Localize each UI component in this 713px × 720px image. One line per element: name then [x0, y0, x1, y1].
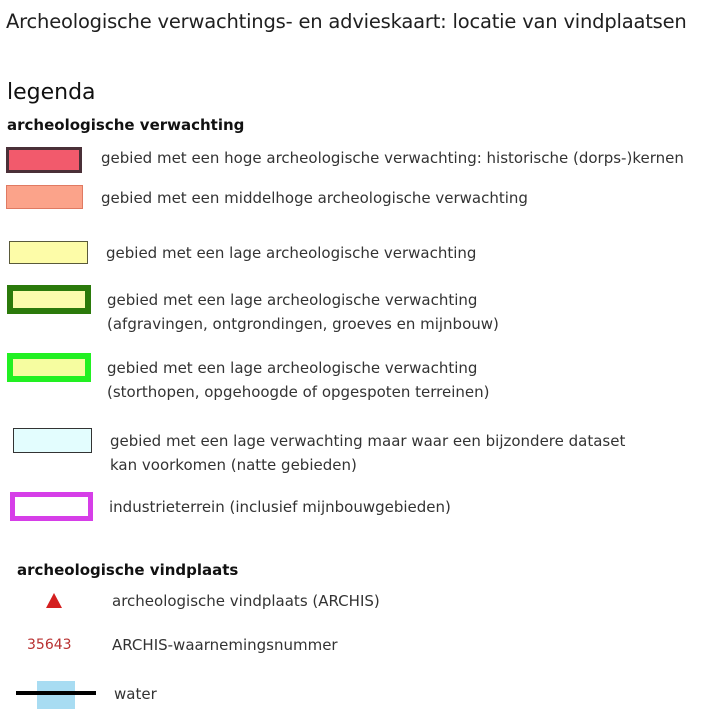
- label-low-raised-note: (storthopen, opgehoogde of opgespoten terreinen): [107, 383, 490, 401]
- label-low-expectation: gebied met een lage archeologische verwachting: [106, 244, 477, 262]
- swatch-medium-expectation: [6, 185, 83, 209]
- label-archis-number: ARCHIS-waarnemingsnummer: [112, 636, 338, 654]
- swatch-low-excavation: [7, 285, 91, 314]
- section-heading-expectation: archeologische verwachting: [7, 116, 245, 134]
- archis-number-sample: 35643: [27, 637, 72, 653]
- label-site: archeologische vindplaats (ARCHIS): [112, 592, 380, 610]
- label-low-excavation-note: (afgravingen, ontgrondingen, groeves en mijnbouw): [107, 315, 499, 333]
- label-high-expectation: gebied met een hoge archeologische verwachting: historische (dorps-)kernen: [101, 149, 684, 167]
- label-water: water: [114, 685, 157, 703]
- label-medium-expectation: gebied met een middelhoge archeologische verwachting: [101, 189, 528, 207]
- section-heading-site: archeologische vindplaats: [17, 561, 239, 579]
- swatch-low-expectation: [9, 241, 88, 264]
- water-swatch: [37, 681, 75, 709]
- label-low-raised: gebied met een lage archeologische verwachting: [107, 359, 478, 377]
- map-title: Archeologische verwachtings- en advieskaart: locatie van vindplaatsen: [6, 10, 687, 33]
- swatch-high-expectation: [6, 147, 82, 173]
- swatch-wet-areas: [13, 428, 92, 453]
- label-industrial: industrieterrein (inclusief mijnbouwgebieden): [109, 498, 451, 516]
- legend-heading: legenda: [7, 80, 96, 105]
- label-wet-areas: gebied met een lage verwachting maar waar een bijzondere dataset: [110, 432, 626, 450]
- label-low-excavation: gebied met een lage archeologische verwachting: [107, 291, 478, 309]
- water-line: [16, 691, 96, 695]
- site-triangle-icon: [46, 593, 62, 608]
- swatch-industrial: [10, 492, 93, 521]
- label-wet-areas-note: kan voorkomen (natte gebieden): [110, 456, 357, 474]
- swatch-low-raised: [7, 353, 91, 382]
